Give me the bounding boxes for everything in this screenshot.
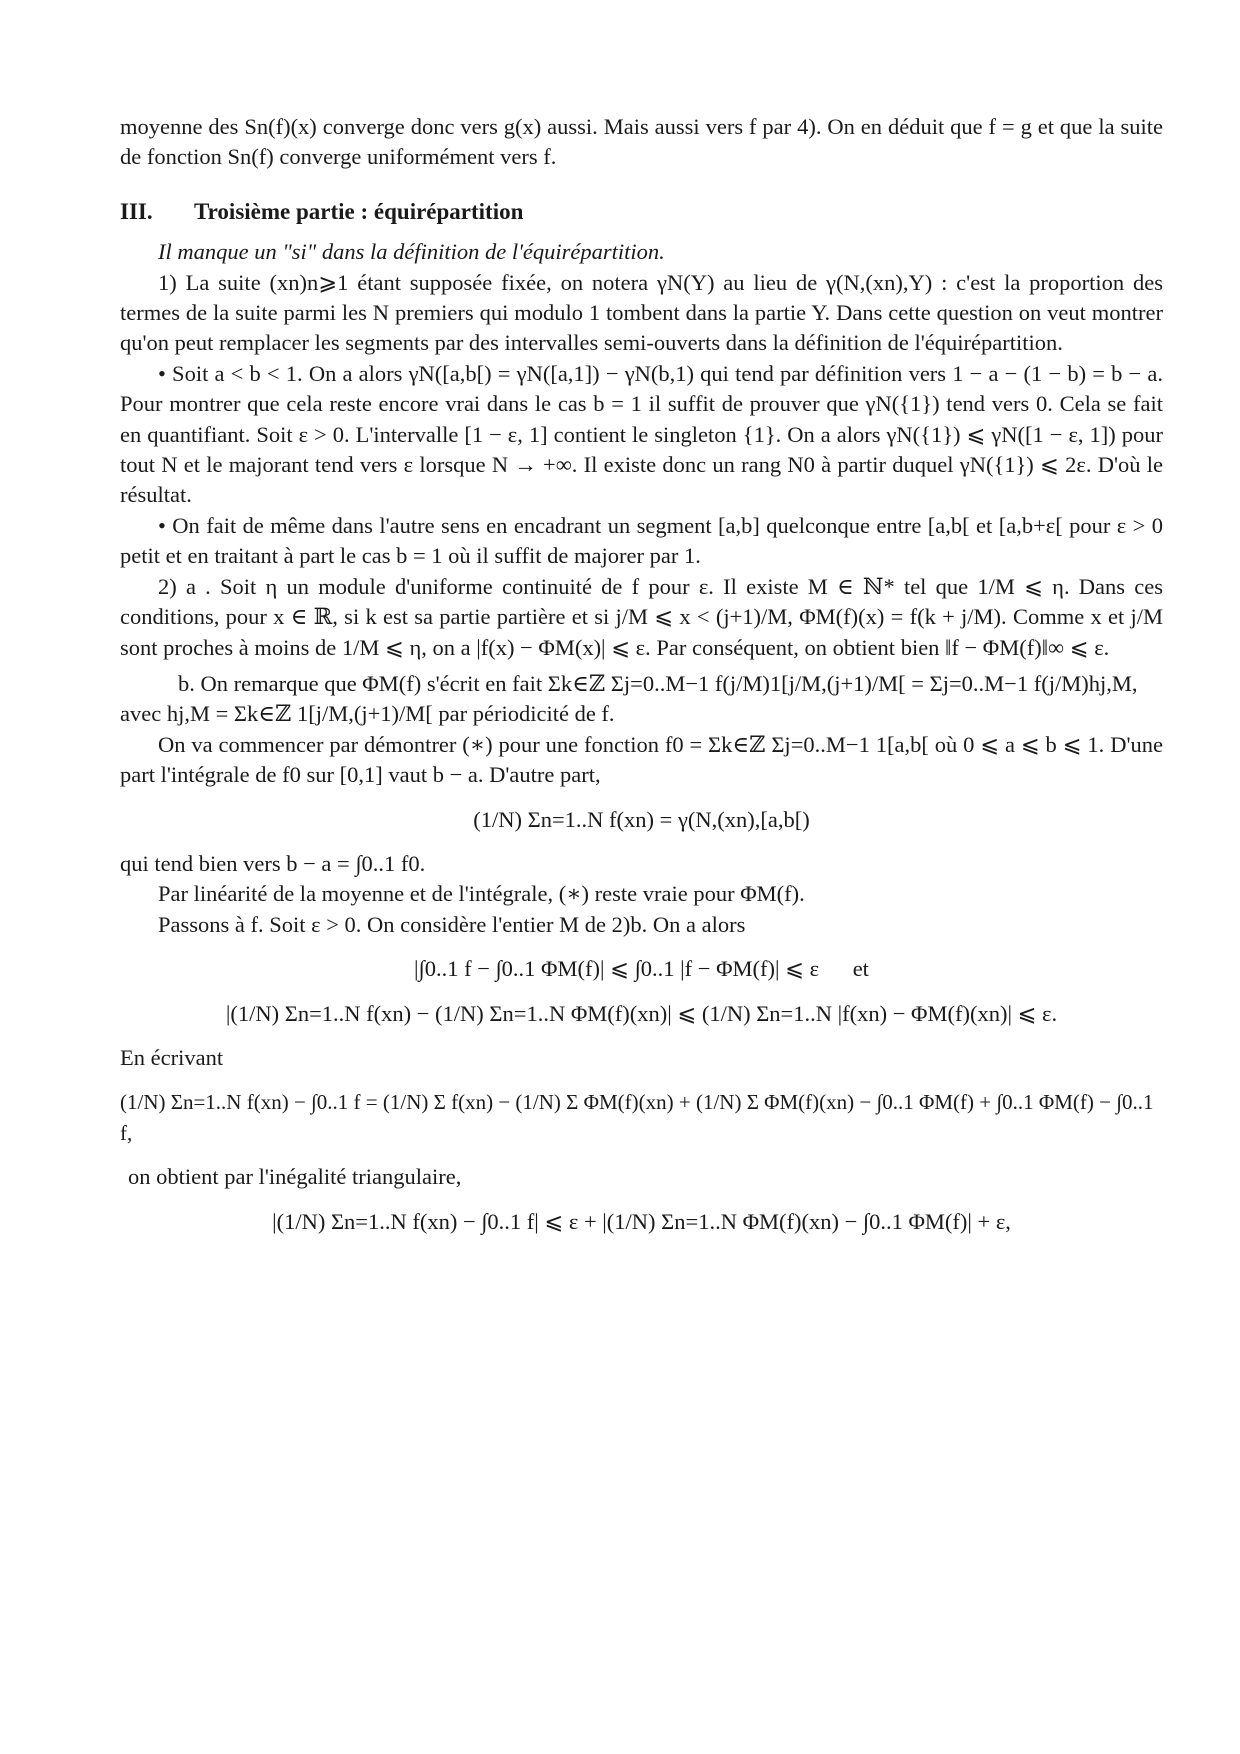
page-content [120, 112, 1163, 1251]
triangle-inequality-lead: on obtient par l'inégalité triangulaire, [128, 1164, 462, 1190]
en-ecrivant-label: En écrivant [120, 1044, 224, 1070]
section-number: III. [120, 198, 153, 224]
equation-mean-gamma: (1/N) Σn=1..N f(xn) = γ(N,(xn),[a,b[) [473, 806, 810, 832]
equation-decomposition: (1/N) Σn=1..N f(xn) − ∫0..1 f = (1/N) Σ f(xn) − (1/N) Σ ΦM(f)(xn) + (1/N) Σ ΦM(f)(xn) − ∫0..1 ΦM(f) + ∫0..1 ΦM(f) − ∫0..1 f, [120, 1090, 1154, 1145]
question-2b-formula: Σk∈ℤ Σj=0..M−1 f(j/M)1[j/M,(j+1)/M[ = Σj=0..M−1 f(j/M)hj,M, [547, 670, 1138, 696]
connector-et: et [852, 956, 869, 982]
question-2a: 2) a . Soit η un module d'uniforme continuité de f pour ε. Il existe M ∈ ℕ* tel que 1/M ⩽ η. Dans ces conditions, pour x ∈ ℝ, si k est sa partie partière et si j/M ⩽ x < (j+1)/M, ΦM(f)(x) = f(k + j/M). Comme x et j/M sont proches à moins de 1/M ⩽ η, on a |f(x) − ΦM(x)| ⩽ ε. Par conséquent, on obtient bien ‖f − ΦM(f)‖∞ ⩽ ε. [120, 573, 1163, 660]
question-2b-lead-text: b. On remarque que ΦM(f) s'écrit en fait [178, 670, 543, 696]
equation-integral-bound [120, 954, 1163, 984]
question-1-bullet-2: • On fait de même dans l'autre sens en encadrant un segment [a,b] quelconque entre [a,b[ et [a,b+ε[ pour ε > 0 petit et en traitant à part le cas b = 1 où il suffit de majorer par 1. [120, 512, 1163, 569]
equation-final-bound: |(1/N) Σn=1..N f(xn) − ∫0..1 f| ⩽ ε + |(1/N) Σn=1..N ΦM(f)(xn) − ∫0..1 ΦM(f)| + ε, [272, 1208, 1011, 1234]
question-2b-lead [120, 669, 1163, 699]
question-1-intro: 1) La suite (xn)n⩾1 étant supposée fixée, on notera γN(Y) au lieu de γ(N,(xn),Y) : c'est la proportion des termes de la suite parmi les N premiers qui modulo 1 tombent dans la partie Y. Dans cette question on veut montrer qu'on peut remplacer les segments par des intervalles semi-ouverts dans la définition de l'équirépartition. [120, 269, 1163, 356]
question-1-bullet-1: • Soit a < b < 1. On a alors γN([a,b[) = γN([a,1]) − γN(b,1) qui tend par définition vers 1 − a − (1 − b) = b − a. Pour montrer que cela reste encore vrai dans le cas b = 1 il suffit de prouver que γN({1}) tend vers 0. Cela se fait en quantifiant. Soit ε > 0. L'intervalle [1 − ε, 1] contient le singleton {1}. On a alors γN({1}) ⩽ γN([1 − ε, 1]) pour tout N et le majorant tend vers ε lorsque N → +∞. Il existe donc un rang N0 à partir duquel γN({1}) ⩽ 2ε. D'où le résultat. [120, 360, 1163, 508]
limit-statement: qui tend bien vers b − a = ∫0..1 f0. [120, 850, 426, 876]
paragraph-intro: moyenne des Sn(f)(x) converge donc vers g(x) aussi. Mais aussi vers f par 4). On en déduit que f = g et que la suite de fonction Sn(f) converge uniformément vers f. [120, 114, 1163, 170]
equation-sum-bound: |(1/N) Σn=1..N f(xn) − (1/N) Σn=1..N ΦM(f)(xn)| ⩽ (1/N) Σn=1..N |f(xn) − ΦM(f)(xn)| ⩽ ε. [225, 1000, 1058, 1026]
erratum-note: Il manque un "si" dans la définition de l'équirépartition. [158, 239, 665, 265]
equation-integral-bound-text: |∫0..1 f − ∫0..1 ΦM(f)| ⩽ ∫0..1 |f − ΦM(f)| ⩽ ε [414, 956, 820, 982]
section-heading [120, 197, 1163, 227]
question-2b-paragraph: On va commencer par démontrer (∗) pour une fonction f0 = Σk∈ℤ Σj=0..M−1 1[a,b[ où 0 ⩽ a ⩽ b ⩽ 1. D'une part l'intégrale de f0 sur [0,1] vaut b − a. D'autre part, [120, 731, 1163, 788]
pass-to-f-statement: Passons à f. Soit ε > 0. On considère l'entier M de 2)b. On a alors [158, 911, 746, 937]
section-title: Troisième partie : équirépartition [194, 198, 524, 224]
question-2b-tail: avec hj,M = Σk∈ℤ 1[j/M,(j+1)/M[ par périodicité de f. [120, 701, 615, 727]
linearity-statement: Par linéarité de la moyenne et de l'intégrale, (∗) reste vraie pour ΦM(f). [158, 881, 805, 907]
